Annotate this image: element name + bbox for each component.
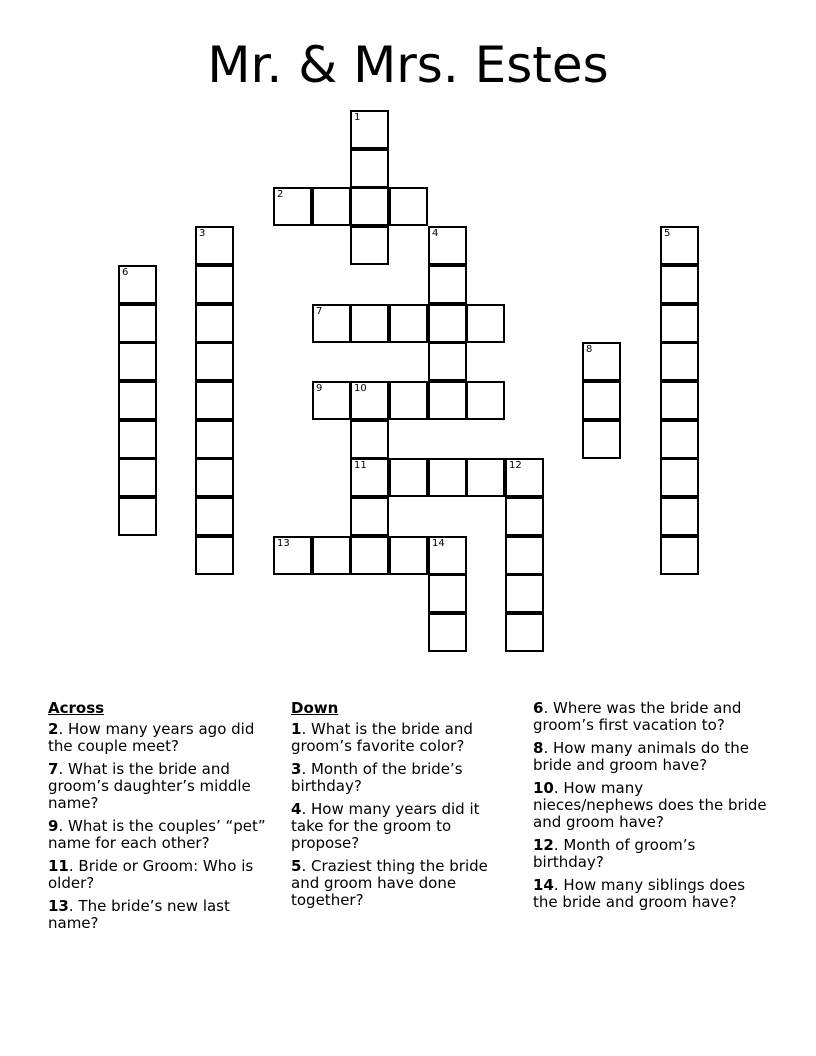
grid-cell[interactable] (195, 304, 234, 343)
cell-number: 6 (122, 267, 129, 278)
grid-cell[interactable] (195, 536, 234, 575)
clue-text: Where was the bride and groom’s first vacation to? (533, 699, 742, 734)
grid-cell[interactable] (350, 536, 389, 575)
grid-cell[interactable] (428, 574, 467, 613)
grid-cell[interactable] (428, 304, 467, 343)
cell-number: 12 (509, 460, 522, 471)
grid-cell[interactable] (312, 187, 351, 226)
grid-cell[interactable] (389, 458, 428, 497)
clue-down-14: 14. How many siblings does the bride and groom have? (533, 876, 746, 911)
grid-cell[interactable] (660, 497, 699, 536)
clue-text: What is the bride and groom’s daughter’s middle name? (48, 760, 251, 812)
clue-number: 8 (533, 739, 544, 757)
clue-text: What is the couples’ “pet” name for each other? (48, 817, 266, 852)
cell-number: 4 (432, 228, 439, 239)
grid-cell[interactable] (466, 458, 505, 497)
grid-cell[interactable] (118, 342, 157, 381)
grid-cell[interactable] (118, 265, 157, 304)
grid-cell[interactable] (312, 536, 351, 575)
clue-across-13: 13. The bride’s new last name? (48, 897, 230, 932)
clue-text: Month of the bride’s birthday? (291, 760, 463, 795)
clue-number: 10 (533, 779, 554, 797)
grid-cell[interactable] (389, 187, 428, 226)
clue-across-2: 2. How many years ago did the couple meet? (48, 720, 255, 755)
clue-down-10: 10. How many nieces/nephews does the bride and groom have? (533, 779, 767, 831)
grid-cell[interactable] (660, 226, 699, 265)
grid-cell[interactable] (660, 420, 699, 459)
grid-cell[interactable] (350, 187, 389, 226)
grid-cell[interactable] (428, 458, 467, 497)
clue-number: 12 (533, 836, 554, 854)
grid-cell[interactable] (350, 381, 389, 420)
clue-text: How many years ago did the couple meet? (48, 720, 255, 755)
clue-text: The bride’s new last name? (48, 897, 230, 932)
cell-number: 7 (316, 306, 323, 317)
grid-cell[interactable] (118, 458, 157, 497)
clue-number: 2 (48, 720, 59, 738)
grid-cell[interactable] (582, 342, 621, 381)
clue-number: 14 (533, 876, 554, 894)
grid-cell[interactable] (350, 420, 389, 459)
grid-cell[interactable] (273, 187, 312, 226)
grid-cell[interactable] (350, 458, 389, 497)
clue-down-12: 12. Month of groom’s birthday? (533, 836, 696, 871)
clue-text: How many siblings does the bride and groom have? (533, 876, 746, 911)
cell-number: 13 (277, 538, 290, 549)
clue-down-4: 4. How many years did it take for the groom to propose? (291, 800, 480, 852)
grid-cell[interactable] (660, 536, 699, 575)
clue-text: How many years did it take for the groom to propose? (291, 800, 480, 852)
clue-across-7: 7. What is the bride and groom’s daughter’s middle name? (48, 760, 251, 812)
across-clues-column (48, 700, 273, 938)
grid-cell[interactable] (118, 420, 157, 459)
grid-cell[interactable] (428, 342, 467, 381)
cell-number: 10 (354, 383, 367, 394)
grid-cell[interactable] (389, 536, 428, 575)
grid-cell[interactable] (660, 381, 699, 420)
grid-cell[interactable] (660, 458, 699, 497)
grid-cell[interactable] (350, 497, 389, 536)
grid-cell[interactable] (660, 265, 699, 304)
down-heading: Down (291, 699, 339, 717)
cell-number: 14 (432, 538, 445, 549)
cell-number: 5 (664, 228, 671, 239)
grid-cell[interactable] (582, 381, 621, 420)
grid-cell[interactable] (505, 613, 544, 652)
grid-cell[interactable] (312, 381, 351, 420)
clue-down-3: 3. Month of the bride’s birthday? (291, 760, 463, 795)
clue-number: 4 (291, 800, 302, 818)
clue-text: How many animals do the bride and groom have? (533, 739, 749, 774)
down-clues-column-1 (291, 700, 516, 915)
clue-down-5: 5. Craziest thing the bride and groom have done together? (291, 857, 488, 909)
clue-down-1: 1. What is the bride and groom’s favorite color? (291, 720, 473, 755)
grid-cell[interactable] (505, 458, 544, 497)
grid-cell[interactable] (195, 420, 234, 459)
clue-text: Month of groom’s birthday? (533, 836, 696, 871)
grid-cell[interactable] (118, 497, 157, 536)
grid-cell[interactable] (389, 304, 428, 343)
grid-cell[interactable] (350, 226, 389, 265)
clue-across-9: 9. What is the couples’ “pet” name for each other? (48, 817, 266, 852)
page-title: Mr. & Mrs. Estes (207, 36, 609, 94)
cell-number: 9 (316, 383, 323, 394)
grid-cell[interactable] (505, 574, 544, 613)
grid-cell[interactable] (428, 226, 467, 265)
clue-across-11: 11. Bride or Groom: Who is older? (48, 857, 254, 892)
cell-number: 11 (354, 460, 367, 471)
clue-number: 1 (291, 720, 302, 738)
across-heading: Across (48, 699, 105, 717)
cell-number: 1 (354, 112, 361, 123)
grid-cell[interactable] (428, 265, 467, 304)
clue-number: 3 (291, 760, 302, 778)
grid-cell[interactable] (505, 536, 544, 575)
down-clues-column-2 (533, 700, 768, 917)
clue-number: 7 (48, 760, 59, 778)
cell-number: 2 (277, 189, 284, 200)
grid-cell[interactable] (582, 420, 621, 459)
clue-down-6: 6. Where was the bride and groom’s first vacation to? (533, 699, 742, 734)
clue-number: 9 (48, 817, 59, 835)
grid-cell[interactable] (350, 149, 389, 188)
clue-number: 6 (533, 699, 544, 717)
grid-cell[interactable] (350, 304, 389, 343)
grid-cell[interactable] (428, 381, 467, 420)
grid-cell[interactable] (466, 304, 505, 343)
clue-text: Bride or Groom: Who is older? (48, 857, 254, 892)
grid-cell[interactable] (195, 342, 234, 381)
clue-text: Craziest thing the bride and groom have done together? (291, 857, 488, 909)
grid-cell[interactable] (195, 458, 234, 497)
grid-cell[interactable] (428, 613, 467, 652)
clue-number: 13 (48, 897, 69, 915)
grid-cell[interactable] (428, 536, 467, 575)
grid-cell[interactable] (660, 304, 699, 343)
clue-text: How many nieces/nephews does the bride and groom have? (533, 779, 767, 831)
grid-cell[interactable] (312, 304, 351, 343)
clue-text: What is the bride and groom’s favorite color? (291, 720, 473, 755)
grid-cell[interactable] (466, 381, 505, 420)
cell-number: 3 (199, 228, 206, 239)
clue-number: 11 (48, 857, 69, 875)
grid-cell[interactable] (660, 342, 699, 381)
clue-down-8: 8. How many animals do the bride and groom have? (533, 739, 749, 774)
clue-number: 5 (291, 857, 302, 875)
grid-cell[interactable] (350, 110, 389, 149)
grid-cell[interactable] (195, 497, 234, 536)
grid-cell[interactable] (118, 381, 157, 420)
grid-cell[interactable] (195, 226, 234, 265)
grid-cell[interactable] (195, 381, 234, 420)
grid-cell[interactable] (389, 381, 428, 420)
grid-cell[interactable] (273, 536, 312, 575)
grid-cell[interactable] (195, 265, 234, 304)
grid-cell[interactable] (505, 497, 544, 536)
cell-number: 8 (586, 344, 593, 355)
grid-cell[interactable] (118, 304, 157, 343)
